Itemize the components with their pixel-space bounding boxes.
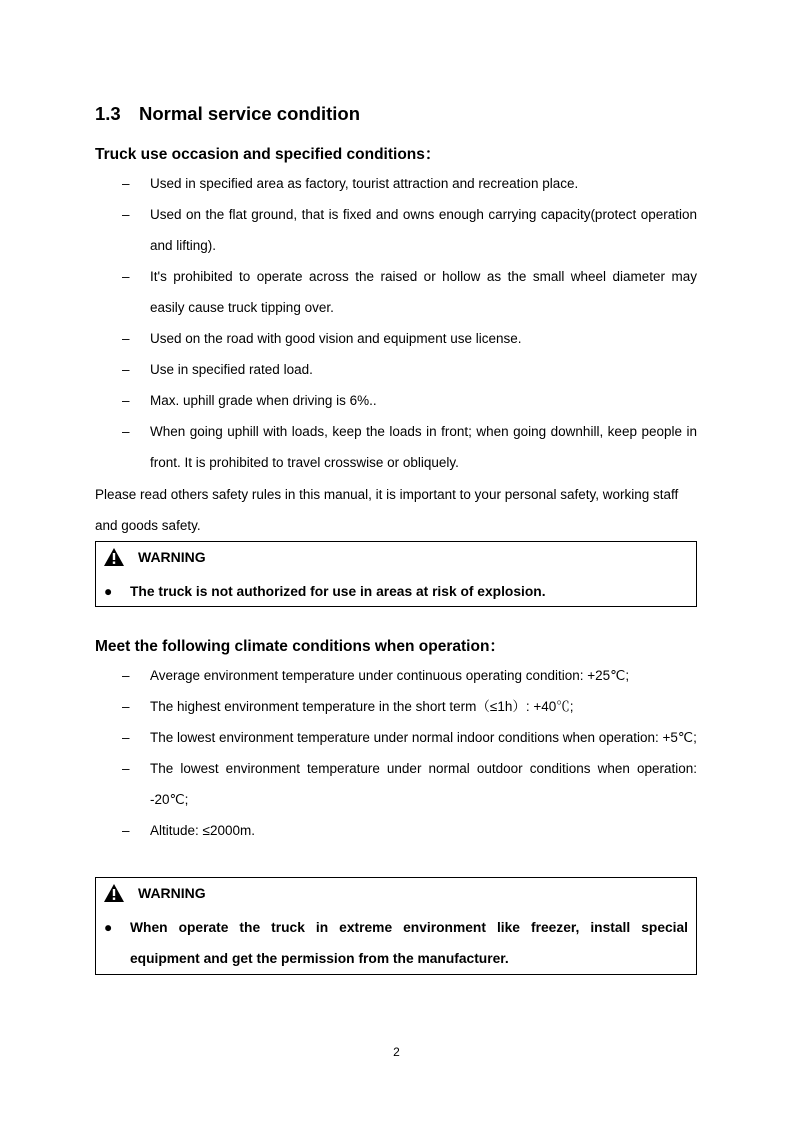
warning-triangle-icon: [104, 884, 124, 902]
subheading-use-conditions: Truck use occasion and specified conditions：: [95, 146, 441, 163]
section-title: Normal service condition: [139, 103, 361, 124]
warning-triangle-icon: [104, 548, 124, 566]
list-item: – Used in specified area as factory, tourist attraction and recreation place.: [122, 176, 579, 191]
section-heading: [95, 103, 360, 125]
list-item: – The lowest environment temperature under normal outdoor conditions when operation: -20℃;: [122, 761, 697, 807]
list-item: – Used on the road with good vision and equipment use license.: [122, 331, 522, 346]
warning-label: WARNING: [138, 549, 206, 565]
warning-box-explosion: [95, 541, 697, 607]
bullet-icon: ●: [104, 920, 113, 935]
subheading-climate-conditions: Meet the following climate conditions when operation：: [95, 638, 505, 655]
list-item: – It's prohibited to operate across the raised or hollow as the small wheel diameter may easily cause truck tipping over.: [122, 269, 697, 315]
list-item: – Average environment temperature under continuous operating condition: +25℃;: [122, 668, 630, 683]
list-item: – Use in specified rated load.: [122, 362, 313, 377]
list-item: – When going uphill with loads, keep the loads in front; when going downhill, keep people in front. It is prohibited to travel crosswise or obliquely.: [122, 424, 697, 470]
bullet-icon: ●: [104, 584, 113, 599]
warning-label: WARNING: [138, 885, 206, 901]
list-item: – The lowest environment temperature under normal indoor conditions when operation: +5℃;: [122, 730, 697, 745]
warning-text: When operate the truck in extreme environment like freezer, install special equipment and get the permission from the manufacturer.: [130, 920, 688, 966]
climate-conditions-list: [95, 660, 697, 846]
list-item: – Max. uphill grade when driving is 6%..: [122, 393, 377, 408]
section-number: 1.3: [95, 103, 121, 124]
warning-text: The truck is not authorized for use in areas at risk of explosion.: [130, 584, 546, 599]
list-item: – Altitude: ≤2000m.: [122, 823, 255, 838]
warning-box-extreme-environment: [95, 877, 697, 975]
use-conditions-list: [95, 168, 697, 478]
list-item: – The highest environment temperature in the short term（≤1h）: +40℃;: [122, 699, 574, 714]
safety-paragraph: Please read others safety rules in this manual, it is important to your personal safety, working staff and goods safety.: [95, 487, 679, 533]
list-item: – Used on the flat ground, that is fixed and owns enough carrying capacity(protect operation and lifting).: [122, 207, 697, 253]
page-number: 2: [393, 1045, 400, 1059]
